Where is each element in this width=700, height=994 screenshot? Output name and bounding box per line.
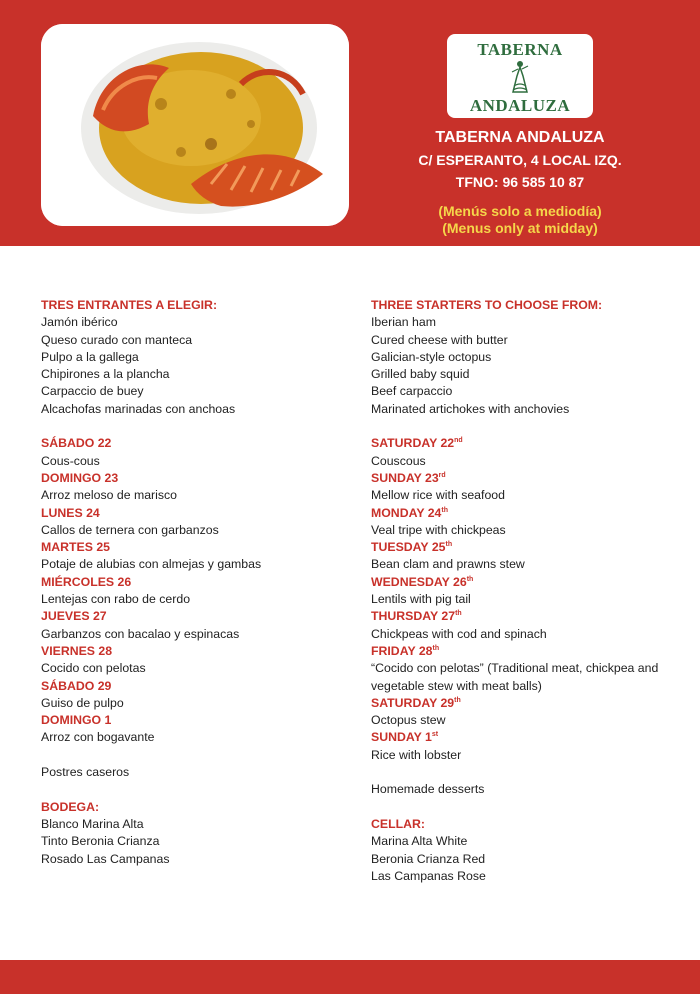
day-dish: Bean clam and prawns stew [371, 557, 525, 572]
day-heading: MARTES 25 [41, 540, 111, 555]
midday-note-english: (Menus only at midday) [442, 220, 598, 236]
day-dish: Arroz meloso de marisco [41, 488, 177, 503]
wine-item: Blanco Marina Alta [41, 816, 144, 831]
day-dish: Rice with lobster [371, 747, 462, 762]
dish-photo [41, 24, 349, 226]
day-dish: Potaje de alubias con almejas y gambas [41, 557, 262, 572]
day-dish: Mellow rice with seafood [371, 488, 505, 503]
day-dish: “Cocido con pelotas” (Traditional meat, chickpea and vegetable stew with meat balls) [371, 661, 659, 693]
day-dish: Veal tripe with chickpeas [371, 522, 506, 537]
wine-item: Tinto Beronia Crianza [41, 834, 160, 849]
flamenco-dancer-icon [509, 60, 531, 94]
cellar-heading: BODEGA: [41, 799, 100, 814]
desserts-line: Postres caseros [41, 765, 130, 780]
day-dish: Lentils with pig tail [371, 592, 471, 607]
day-heading: DOMINGO 23 [41, 470, 119, 485]
day-dish: Octopus stew [371, 713, 446, 728]
day-dish: Couscous [371, 453, 426, 468]
day-dish: Arroz con bogavante [41, 730, 155, 745]
starter-item: Beef carpaccio [371, 384, 453, 399]
starter-item: Alcachofas marinadas con anchoas [41, 401, 236, 416]
starter-item: Galician-style octopus [371, 349, 492, 364]
footer-band [0, 960, 700, 994]
restaurant-phone: TFNO: 96 585 10 87 [455, 174, 585, 190]
paella-lobster-illustration [41, 24, 349, 226]
wine-item: Las Campanas Rose [371, 868, 486, 883]
starter-item: Iberian ham [371, 315, 436, 330]
day-heading: SATURDAY 29th [371, 695, 461, 710]
day-heading: FRIDAY 28th [371, 643, 440, 658]
starter-item: Marinated artichokes with anchovies [371, 401, 570, 416]
menu-spanish-column [41, 297, 341, 868]
starter-item: Chipirones a la plancha [41, 367, 170, 382]
day-heading: WEDNESDAY 26th [371, 574, 474, 589]
day-heading: TUESDAY 25th [371, 540, 453, 555]
day-dish: Lentejas con rabo de cerdo [41, 592, 191, 607]
day-dish: Callos de ternera con garbanzos [41, 522, 219, 537]
day-heading: LUNES 24 [41, 505, 100, 520]
starter-item: Carpaccio de buey [41, 384, 144, 399]
day-dish: Cocido con pelotas [41, 661, 146, 676]
day-heading: VIERNES 28 [41, 643, 113, 658]
day-dish: Guiso de pulpo [41, 695, 124, 710]
day-dish: Chickpeas with cod and spinach [371, 626, 547, 641]
midday-note-spanish: (Menús solo a mediodía) [438, 203, 602, 219]
wine-item: Beronia Crianza Red [371, 851, 486, 866]
menu-english-column [371, 297, 661, 885]
day-heading: SÁBADO 29 [41, 678, 112, 693]
starter-item: Grilled baby squid [371, 367, 470, 382]
restaurant-address: C/ ESPERANTO, 4 LOCAL IZQ. [418, 152, 622, 168]
day-heading: DOMINGO 1 [41, 713, 112, 728]
restaurant-logo [447, 34, 593, 118]
starters-heading: THREE STARTERS TO CHOOSE FROM: [371, 298, 603, 312]
logo-text-top: TABERNA [477, 40, 563, 59]
logo-text-bottom: ANDALUZA [469, 96, 571, 115]
day-heading: JUEVES 27 [41, 609, 107, 624]
starter-item: Jamón ibérico [41, 315, 118, 330]
day-heading: SUNDAY 23rd [371, 470, 446, 485]
day-heading: THURSDAY 27th [371, 609, 462, 624]
day-heading: SUNDAY 1st [371, 730, 439, 745]
cellar-heading: CELLAR: [371, 816, 425, 831]
desserts-line: Homemade desserts [371, 782, 485, 797]
starter-item: Cured cheese with butter [371, 332, 508, 347]
day-dish: Garbanzos con bacalao y espinacas [41, 626, 240, 641]
day-heading: SÁBADO 22 [41, 436, 112, 451]
wine-item: Rosado Las Campanas [41, 851, 170, 866]
day-heading: SATURDAY 22nd [371, 436, 463, 451]
starter-item: Queso curado con manteca [41, 332, 193, 347]
day-dish: Cous-cous [41, 453, 100, 468]
starters-heading: TRES ENTRANTES A ELEGIR: [41, 298, 218, 312]
day-heading: MONDAY 24th [371, 505, 449, 520]
wine-item: Marina Alta White [371, 834, 468, 849]
day-heading: MIÉRCOLES 26 [41, 574, 132, 589]
header-banner [0, 0, 700, 246]
restaurant-name: TABERNA ANDALUZA [435, 129, 605, 146]
starter-item: Pulpo a la gallega [41, 349, 139, 364]
